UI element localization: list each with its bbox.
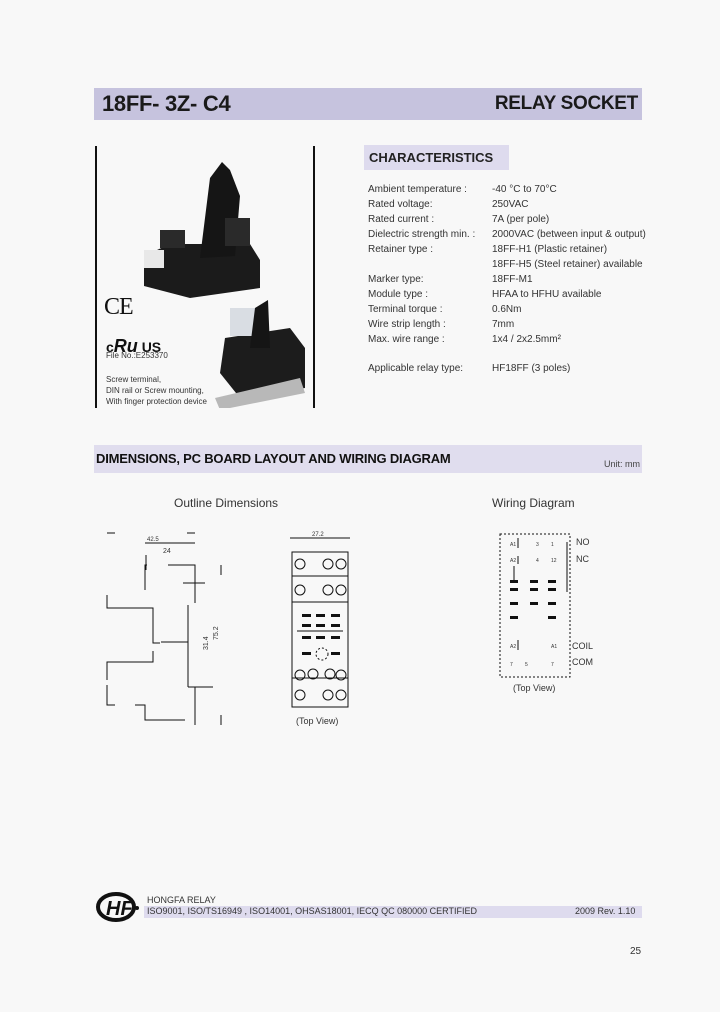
file-number: File No.:E253370	[106, 351, 168, 360]
feature-list	[106, 374, 207, 407]
spec-value: 7A (per pole)	[492, 214, 550, 225]
svg-text:1: 1	[551, 542, 554, 548]
wiring-caption: (Top View)	[513, 683, 556, 693]
svg-text:27.2: 27.2	[312, 532, 324, 538]
spec-label: Applicable relay type:	[368, 363, 464, 374]
svg-text:7: 7	[510, 662, 513, 668]
spec-value: 0.6Nm	[492, 304, 522, 315]
spec-value: 18FF-H1 (Plastic retainer)	[492, 244, 608, 255]
unit-label: Unit: mm	[604, 459, 640, 469]
spec-label: Wire strip length :	[368, 319, 446, 330]
svg-text:A1: A1	[510, 542, 517, 548]
spec-value: -40 °C to 70°C	[492, 184, 557, 195]
spec-label: Terminal torque :	[368, 304, 443, 315]
svg-text:12: 12	[551, 558, 557, 564]
wiring-label-coil: COIL	[572, 641, 594, 651]
svg-text:31.4: 31.4	[203, 636, 210, 650]
product-type: RELAY SOCKET	[494, 93, 638, 114]
revision: 2009 Rev. 1.10	[575, 906, 636, 916]
svg-text:3: 3	[536, 542, 539, 548]
model-number: 18FF- 3Z- C4	[102, 91, 231, 116]
brand-name: HONGFA RELAY	[147, 895, 216, 905]
wiring-diagram-title: Wiring Diagram	[492, 496, 575, 510]
spec-label: Retainer type :	[368, 244, 434, 255]
spec-label: Marker type:	[368, 274, 424, 285]
spec-value: 2000VAC (between input & output)	[492, 229, 646, 240]
spec-value: 18FF-H5 (Steel retainer) available	[492, 259, 643, 270]
spec-label: Ambient temperature :	[368, 184, 467, 195]
dimensions-heading: DIMENSIONS, PC BOARD LAYOUT AND WIRING DIAGRAM	[96, 451, 451, 466]
svg-text:24: 24	[163, 548, 171, 555]
top-view-caption: (Top View)	[296, 716, 339, 726]
spec-label: Rated current :	[368, 214, 435, 225]
spec-label: Max. wire range :	[368, 334, 445, 345]
wiring-label-com: COM	[572, 657, 593, 667]
certifications: ISO9001, ISO/TS16949 , ISO14001, OHSAS18001, IECQ QC 080000 CERTIFIED	[147, 906, 478, 916]
svg-text:A1: A1	[551, 644, 558, 650]
ce-mark: CE	[104, 294, 133, 320]
spec-value: HFAA to HFHU available	[492, 289, 602, 300]
spec-label: Module type :	[368, 289, 429, 300]
spec-value: HF18FF (3 poles)	[492, 363, 571, 374]
top-view-drawing	[285, 528, 365, 718]
outline-side-view	[95, 525, 225, 725]
page-number: 25	[630, 946, 642, 957]
wiring-diagram	[498, 532, 573, 682]
wiring-label-no: NO	[576, 537, 590, 547]
spec-value: 18FF-M1	[492, 274, 533, 285]
svg-text:A2: A2	[510, 558, 517, 564]
feature-item: DIN rail or Screw mounting,	[106, 386, 204, 395]
svg-text:HF: HF	[106, 898, 133, 920]
spec-value: 1x4 / 2x2.5mm²	[492, 334, 561, 345]
svg-text:A2: A2	[510, 644, 517, 650]
feature-item: With finger protection device	[106, 397, 207, 406]
spec-label: Rated voltage:	[368, 199, 433, 210]
svg-text:75.2: 75.2	[213, 626, 220, 640]
spec-value: 250VAC	[492, 199, 529, 210]
svg-text:42.5: 42.5	[147, 537, 159, 543]
ul-mark: cRu US	[106, 336, 162, 356]
title-bar	[94, 88, 642, 120]
feature-item: Screw terminal,	[106, 375, 162, 384]
spec-value: 7mm	[492, 319, 515, 330]
wiring-label-nc: NC	[576, 554, 589, 564]
svg-text:7: 7	[551, 662, 554, 668]
relay-socket-photo	[130, 148, 310, 408]
hongfa-logo-icon	[94, 892, 142, 922]
dimensions-heading-bar	[94, 445, 642, 473]
svg-text:5: 5	[525, 662, 528, 668]
svg-text:4: 4	[536, 558, 539, 564]
outline-dimensions-title: Outline Dimensions	[174, 496, 279, 510]
spec-label: Dielectric strength min. :	[368, 229, 476, 240]
characteristics-heading: CHARACTERISTICS	[364, 145, 509, 170]
